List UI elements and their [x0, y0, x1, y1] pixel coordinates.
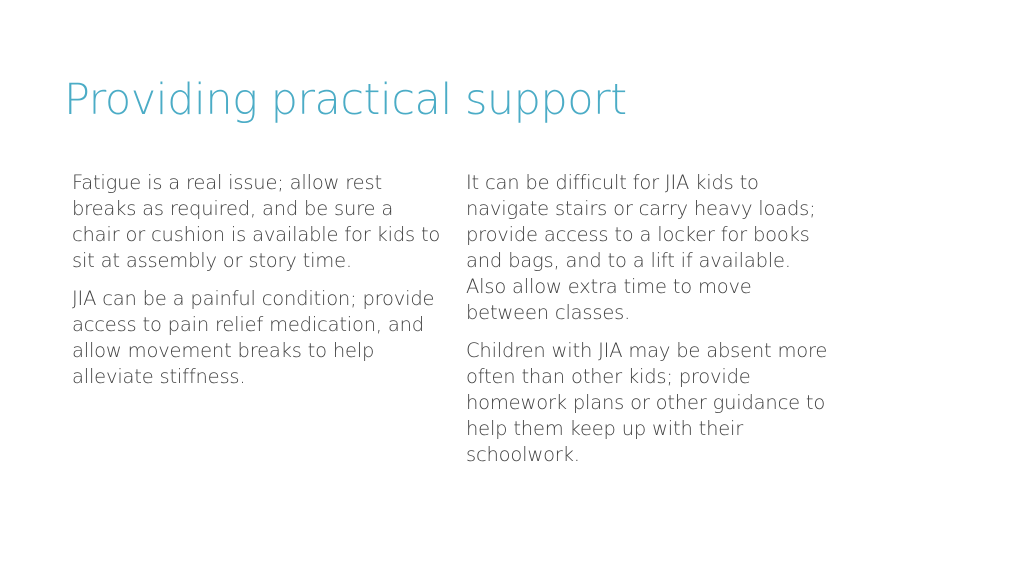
- right-column: [466, 170, 836, 480]
- left-paragraph-fatigue: Fatigue is a real issue; allow rest breaks as required, and be sure a chair or cushion is available for kids to sit at assembly or story time.: [72, 171, 441, 272]
- left-column: [72, 170, 442, 402]
- slide-title: Providing practical support: [64, 75, 627, 125]
- right-paragraph-mobility: It can be difficult for JIA kids to navigate stairs or carry heavy loads; provide access to a locker for books and bags, and to a lift if available. Also allow extra time to move between classes.: [466, 171, 816, 324]
- right-paragraph-absence: Children with JIA may be absent more often than other kids; provide homework plans or other guidance to help them keep up with their schoolwork.: [466, 339, 828, 466]
- left-paragraph-pain: JIA can be a painful condition; provide access to pain relief medication, and allow movement breaks to help alleviate stiffness.: [72, 287, 435, 388]
